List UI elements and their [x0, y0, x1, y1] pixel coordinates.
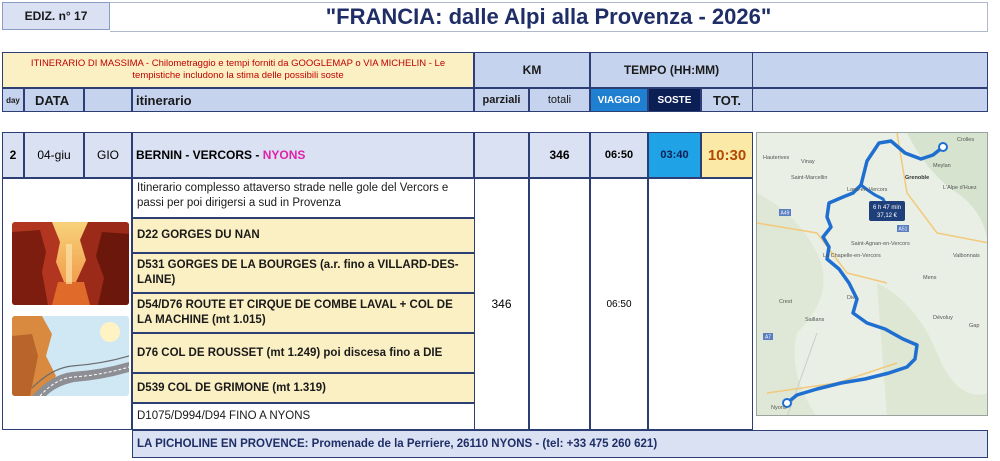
km-header: KM [474, 52, 590, 88]
map-place: Gap [969, 323, 980, 329]
map-place: Saint-Agnan-en-Vercors [851, 241, 910, 247]
mountain-road-illustration [12, 316, 129, 396]
map-place: Mens [923, 275, 937, 281]
day-weekday: GIO [84, 132, 132, 178]
edition-label: EDIZ. n° 17 [2, 2, 110, 30]
day-header: day [2, 88, 24, 112]
stage-5: D539 COL DE GRIMONE (mt 1.319) [132, 373, 475, 403]
day-date: 04-giu [24, 132, 84, 178]
map-place: Saint-Marcellin [791, 175, 828, 181]
map-badge-cost: 37,12 € [876, 213, 898, 219]
km-parziali: 346 [474, 178, 529, 430]
route-destination: NYONS [262, 148, 306, 162]
day-number: 2 [2, 132, 24, 178]
page-title: "FRANCIA: dalle Alpi alla Provenza - 2026" [110, 2, 988, 32]
canyon-illustration [12, 222, 129, 305]
day-soste: 03:40 [648, 132, 701, 178]
itinerary-note: ITINERARIO DI MASSIMA - Chilometraggio e tempi forniti da GOOGLEMAP o VIA MICHELIN - Le tempistiche includono la stima delle possibili soste [2, 52, 474, 88]
day-viaggio: 06:50 [590, 132, 648, 178]
day-tot: 10:30 [701, 132, 753, 178]
map-place: Crest [779, 299, 793, 305]
final-stage: D1075/D994/D94 FINO A NYONS [132, 403, 475, 430]
route-start: BERNIN - VERCORS - [136, 148, 263, 162]
day-km-parziali [474, 132, 529, 178]
soste-header: SOSTE [648, 88, 701, 112]
soste-tot-cell [648, 178, 753, 430]
tempo-header: TEMPO (HH:MM) [590, 52, 753, 88]
day-route-title [132, 132, 474, 178]
stage-1: D22 GORGES DU NAN [132, 218, 475, 253]
day-km-totali: 346 [529, 132, 590, 178]
map-place: Nyons [771, 405, 787, 411]
accommodation: LA PICHOLINE EN PROVENCE: Promenade de la Perriere, 26110 NYONS - (tel: +33 475 260 621) [132, 430, 988, 458]
parziali-header: parziali [474, 88, 529, 112]
map-road-label: A49 [780, 210, 790, 217]
map-road-label: A7 [764, 334, 772, 341]
map-place: L'Alpe d'Huez [943, 185, 977, 191]
map-road-label: A51 [898, 226, 908, 233]
map-place: Hauterives [763, 155, 790, 161]
map-place: Crolles [957, 137, 975, 143]
day-description: Itinerario complesso attaverso strade nelle gole del Vercors e passi per poi dirigersi a sud in Provenza [132, 178, 475, 218]
map-place: La Chapelle-en-Vercors [823, 253, 881, 259]
map-place: Lans-en-Vercors [847, 187, 888, 193]
map-place: Saillans [805, 317, 825, 323]
map-place: Dévoluy [933, 315, 953, 321]
viaggio-detail: 06:50 [590, 178, 648, 430]
itinerario-header: itinerario [132, 88, 474, 112]
stage-2: D531 GORGES DE LA BOURGES (a.r. fino a VILLARD-DES-LAINE) [132, 253, 475, 293]
header-filler-2 [753, 88, 988, 112]
weekday-header [84, 88, 132, 112]
route-map [756, 132, 988, 416]
header-filler-1 [753, 52, 988, 88]
map-place: Grenoble [905, 175, 930, 181]
km-totali-cell [529, 178, 590, 430]
map-badge-time: 6 h 47 min [872, 205, 902, 211]
map-place: Meylan [933, 163, 951, 169]
tot-header: TOT. [701, 88, 753, 112]
viaggio-header: VIAGGIO [590, 88, 648, 112]
stage-4: D76 COL DE ROUSSET (mt 1.249) poi discesa fino a DIE [132, 333, 475, 373]
data-header: DATA [24, 88, 84, 112]
map-place: Die [847, 295, 856, 301]
stage-3: D54/D76 ROUTE ET CIRQUE DE COMBE LAVAL + COL DE LA MACHINE (mt 1.015) [132, 293, 475, 333]
totali-header: totali [529, 88, 590, 112]
map-place: Vinay [801, 159, 815, 165]
map-place: Valbonnais [953, 253, 980, 259]
